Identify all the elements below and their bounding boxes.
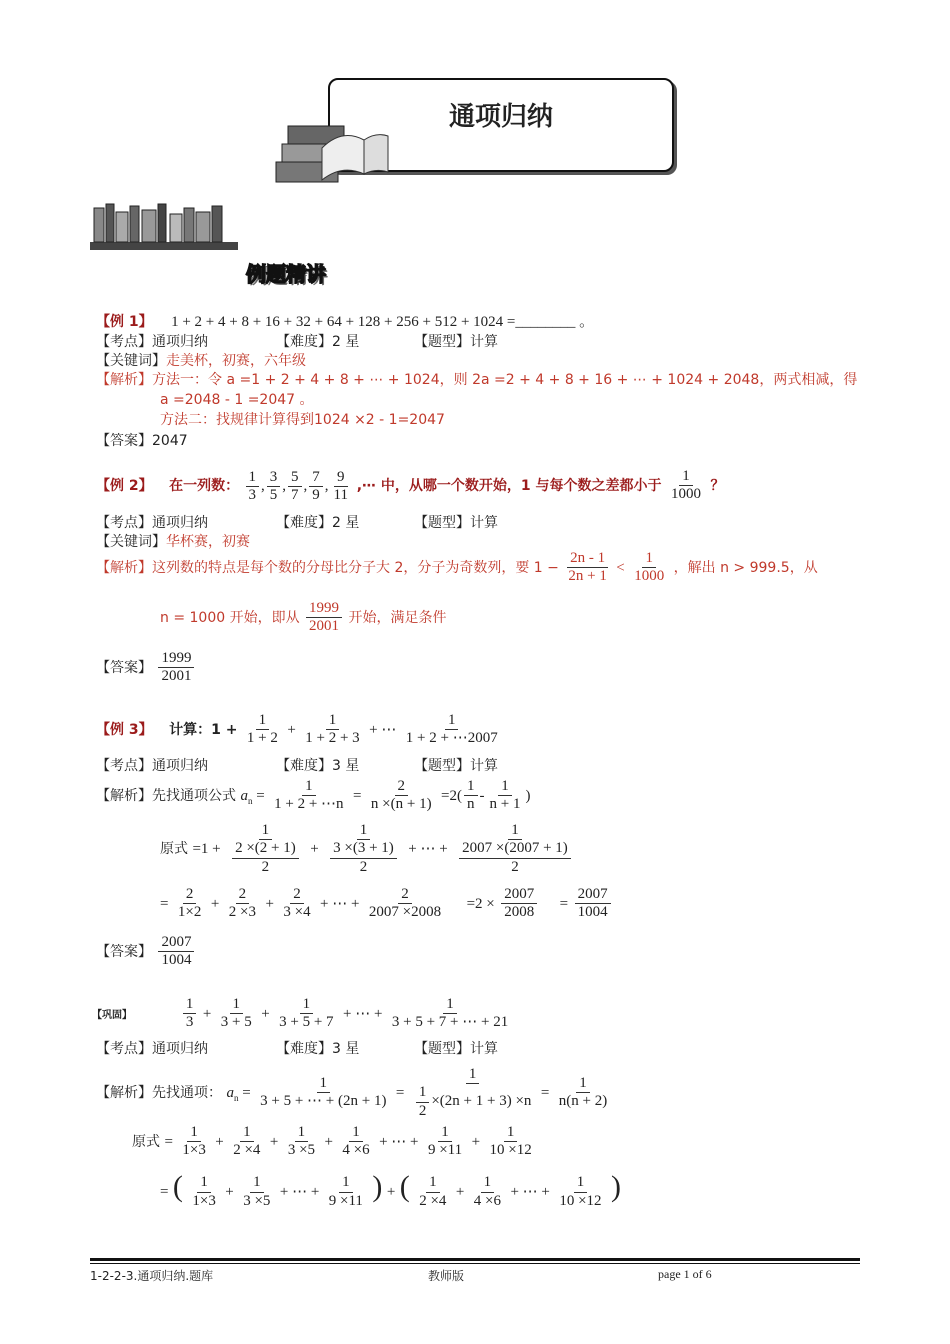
gonggu-frac2: $\frac{1}{3 + 5}$ <box>220 996 252 1031</box>
books-illustration-icon <box>272 118 392 190</box>
gonggu-e1: $\frac{1}{3 + 5 + \cdots + (2n + 1)}$ <box>260 1075 387 1110</box>
gonggu-r1-frac: $\frac{1}{2 \times 4}$ <box>233 1124 261 1159</box>
page-title: 通项归纳 <box>448 102 553 132</box>
ex2-label: 【例 2】 <box>96 477 153 494</box>
ex2-question-prefix: 在一列数： <box>169 477 240 494</box>
gonggu-label: 【巩固】 <box>92 1009 132 1021</box>
ex3-q-dots: + ⋯ <box>369 721 397 738</box>
gonggu-an: a <box>226 1084 234 1101</box>
ex3-l2-dots: + ⋯ + <box>320 895 360 912</box>
ex1-kaodian: 【考点】通项归纳 <box>96 334 208 350</box>
gonggu-r1-frac: $\frac{1}{10 \times 12}$ <box>489 1124 532 1159</box>
ex3-ys-frac1: $\frac{1}{\frac{2 \times(2 + 1)}{2}}$ <box>227 822 304 876</box>
ex2-analysis-a: 这列数的特点是每个数的分母比分子大 2，分子为奇数列，要 1 − <box>152 559 559 576</box>
ex3-answer-label: 【答案】 <box>96 943 152 960</box>
ex3-l2-frac4: $\frac{2}{2007 \times 2008}$ <box>368 886 442 921</box>
ex2-tixing: 【题型】计算 <box>414 515 498 531</box>
ex3-tixing: 【题型】计算 <box>414 758 498 774</box>
ex3-l2-frac3: $\frac{2}{3 \times 4}$ <box>283 886 311 921</box>
gonggu-r2-dots: + ⋯ + <box>279 1184 320 1200</box>
ex2-seq-frac: $\frac{7}{9}$ <box>309 469 323 505</box>
ex3-question-prefix: 计算：1 + <box>169 721 238 738</box>
gonggu-yuanshi: 原式 <box>132 1133 160 1150</box>
gonggu-r1-frac: $\frac{1}{3 \times 5}$ <box>287 1124 316 1159</box>
ex1-tixing: 【题型】计算 <box>414 334 498 350</box>
ex2-answer: $\frac{1999}{2001}$ <box>158 650 194 686</box>
gonggu-r2-frac: $\frac{1}{10 \times 12}$ <box>559 1174 602 1209</box>
ex2-nandu: 【难度】2 星 <box>276 515 360 531</box>
ex3-q-frac1: $\frac{1}{1 + 2}$ <box>246 712 278 747</box>
ex3-eq2: $\frac{2}{n \times(n + 1)}$ <box>370 778 432 813</box>
ex1-analysis-line1: 方法一：令 a =1 + 2 + 4 + 8 + ⋯ + 1024，则 2a =2 + 4 + 8 + 16 + ⋯ + 1024 + 2048，两式相减，得 <box>152 372 858 388</box>
ex3-l2-frac6: $\frac{2007}{1004}$ <box>575 886 611 922</box>
gonggu-r1-dots: + ⋯ + <box>379 1133 419 1150</box>
gonggu-e3: $\frac{1}{n(n + 2)}$ <box>558 1075 608 1110</box>
ex3-analysis-label: 【解析】 <box>96 787 152 804</box>
gonggu-r2-dots2: + ⋯ + <box>510 1184 550 1200</box>
gonggu-dots: + ⋯ + <box>343 1005 383 1022</box>
ex3-eq3-post: ) <box>525 787 531 804</box>
gonggu-r2-frac: $\frac{1}{9 \times 11}$ <box>328 1174 363 1209</box>
ex2-analysis-frac2: $\frac{1}{1000}$ <box>634 550 665 585</box>
ex2-answer-label: 【答案】 <box>96 659 152 676</box>
ex2-sequence: $\frac{1}{3}$ , $\frac{3}{5}$ , $\frac{5}{7}$ , $\frac{7}{9}$ , $\frac{9}{11}$ <box>244 478 357 494</box>
ex3-eq3-minus: - <box>479 787 485 804</box>
ex2-question-frac: $\frac{1}{1000}$ <box>671 468 701 503</box>
ex2-keyword-label: 【关键词】 <box>96 534 166 550</box>
ex2-question-suffix: ？ <box>710 477 725 494</box>
ex3-nandu: 【难度】3 星 <box>276 758 360 774</box>
ex3-q-frac3: $\frac{1}{1 + 2 + \cdots 2007}$ <box>405 712 498 747</box>
footer-rule-thick <box>90 1258 860 1261</box>
footer-rule-thin <box>90 1263 860 1264</box>
ex1-analysis-label: 【解析】 <box>96 372 152 388</box>
footer-center: 教师版 <box>428 1269 465 1283</box>
gonggu-frac1: $\frac{1}{3}$ <box>183 996 197 1032</box>
ex2-analysis-lt: < <box>616 559 625 576</box>
gonggu-r1-frac: $\frac{1}{9 \times 11}$ <box>427 1124 463 1159</box>
ex3-ys-frac3: $\frac{1}{\frac{2007 \times(2007 + 1)}{2}}$ <box>454 822 576 876</box>
ex3-ys-pre: =1 + <box>192 840 221 857</box>
gonggu-r2-frac: $\frac{1}{2 \times 4}$ <box>419 1174 447 1209</box>
ex3-kaodian: 【考点】通项归纳 <box>96 758 208 774</box>
ex3-eq1: $\frac{1}{1 + 2 + \cdots n}$ <box>274 778 344 813</box>
gonggu-nandu: 【难度】3 星 <box>276 1041 360 1057</box>
ex1-analysis-line2: a =2048 - 1 =2047 。 <box>160 392 314 408</box>
ex3-l2-frac2: $\frac{2}{2 \times 3}$ <box>228 886 256 921</box>
ex3-l2-frac1: $\frac{2}{1\times 2}$ <box>177 886 202 921</box>
ex3-eq3-f2: $\frac{1}{n + 1}$ <box>489 778 521 813</box>
ex3-ys-frac2: $\frac{1}{\frac{3 \times(3 + 1)}{2}}$ <box>325 822 402 876</box>
footer-page: page 1 of 6 <box>658 1267 712 1281</box>
ex2-analysis-label: 【解析】 <box>96 559 152 576</box>
gonggu-tixing: 【题型】计算 <box>414 1041 498 1057</box>
gonggu-analysis-label: 【解析】 <box>96 1084 152 1101</box>
ex1-question: 1 + 2 + 4 + 8 + 16 + 32 + 64 + 128 + 256 + 512 + 1024 =________ 。 <box>171 314 595 330</box>
ex2-analysis-d: 开始，满足条件 <box>348 609 447 626</box>
ex2-kaodian: 【考点】通项归纳 <box>96 515 208 531</box>
ex1-analysis-line3: 方法二：找规律计算得到1024 ×2 - 1=2047 <box>160 412 445 428</box>
ex3-label: 【例 3】 <box>96 721 153 738</box>
ex3-l2-frac5: $\frac{2007}{2008}$ <box>501 886 537 922</box>
bookshelf-banner-icon <box>90 200 240 252</box>
gonggu-r2-frac: $\frac{1}{1\times 3}$ <box>192 1174 216 1209</box>
ex1-label: 【例 1】 <box>96 314 153 330</box>
ex1-nandu: 【难度】2 星 <box>276 334 360 350</box>
ex3-eq3-f1: $\frac{1}{n}$ <box>464 778 478 814</box>
ex3-an-sub: n <box>247 795 253 806</box>
gonggu-analysis-a: 先找通项： <box>152 1084 222 1101</box>
ex2-analysis-frac1: $\frac{2n - 1}{2n + 1}$ <box>568 550 607 585</box>
ex2-seq-frac: $\frac{3}{5}$ <box>267 469 281 505</box>
section-banner-title: 例题精讲 <box>246 262 326 286</box>
gonggu-frac4: $\frac{1}{3 + 5 + 7 + \cdots + 21}$ <box>391 996 509 1031</box>
gonggu-r1-frac: $\frac{1}{1\times 3}$ <box>182 1124 206 1159</box>
ex2-seq-frac: $\frac{9}{11}$ <box>333 468 348 503</box>
gonggu-frac3: $\frac{1}{3 + 5 + 7}$ <box>279 996 334 1031</box>
gonggu-kaodian: 【考点】通项归纳 <box>96 1041 208 1057</box>
ex1-answer: 2047 <box>152 433 188 449</box>
gonggu-an-sub: n <box>233 1092 239 1103</box>
ex3-analysis-a: 先找通项公式 <box>152 787 236 804</box>
footer-left: 1-2-2-3.通项归纳.题库 <box>90 1269 214 1283</box>
ex1-keywords: 走美杯，初赛，六年级 <box>166 353 306 369</box>
ex2-seq-frac: $\frac{5}{7}$ <box>288 469 302 505</box>
gonggu-e2: 1 $\frac{1}{2}$ ×(2n + 1 + 3) ×n <box>411 1066 535 1120</box>
gonggu-r1-frac: $\frac{1}{4 \times 6}$ <box>342 1124 370 1159</box>
ex3-answer: $\frac{2007}{1004}$ <box>158 934 194 970</box>
ex2-keywords: 华杯赛，初赛 <box>166 534 250 550</box>
ex3-an: a <box>240 787 248 804</box>
ex3-eq3-pre: =2( <box>441 787 463 804</box>
ex3-q-frac2: $\frac{1}{1 + 2 + 3}$ <box>305 712 360 747</box>
ex2-analysis-c: n = 1000 开始，即从 <box>160 609 300 626</box>
gonggu-r2-frac: $\frac{1}{4 \times 6}$ <box>473 1174 502 1209</box>
ex3-ys-dots: + ⋯ + <box>408 840 448 857</box>
ex3-l2-eq2: =2 × <box>466 895 495 912</box>
ex2-analysis-b: ，解出 n > 999.5，从 <box>673 559 818 576</box>
ex2-analysis-frac3: $\frac{1999}{2001}$ <box>306 600 342 636</box>
gonggu-r2-frac: $\frac{1}{3 \times 5}$ <box>243 1174 271 1209</box>
ex2-seq-frac: $\frac{1}{3}$ <box>246 469 260 505</box>
ex2-question-mid: ,⋯ 中，从哪一个数开始，1 与每个数之差都小于 <box>356 477 662 494</box>
ex1-keyword-label: 【关键词】 <box>96 353 166 369</box>
ex1-answer-label: 【答案】 <box>96 433 152 449</box>
ex3-yuanshi: 原式 <box>160 840 188 857</box>
